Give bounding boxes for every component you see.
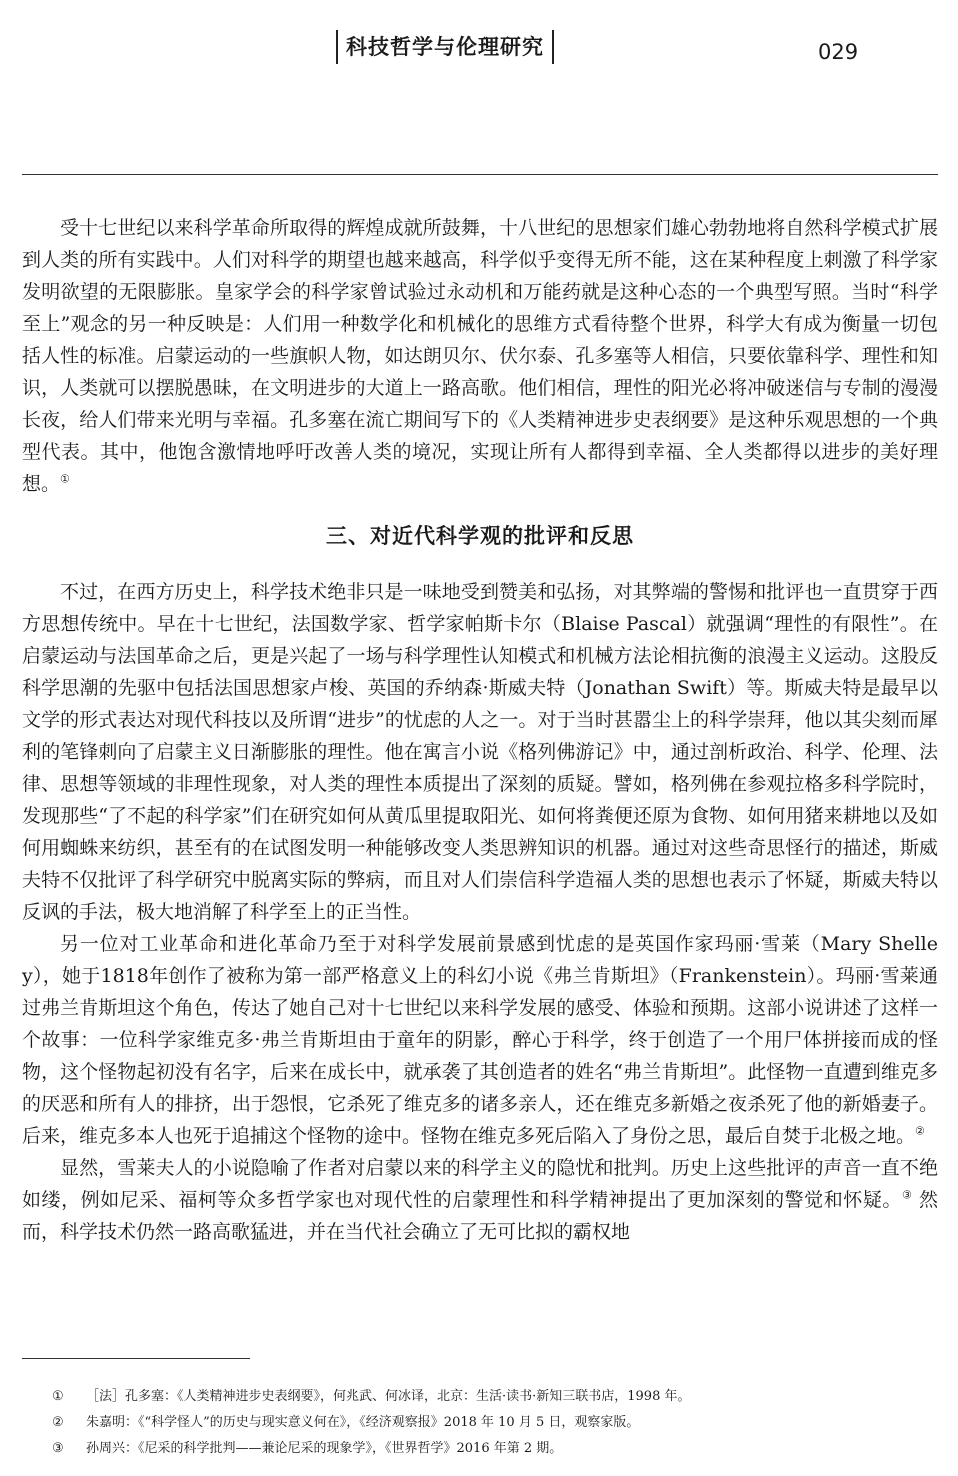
header-divider (22, 174, 938, 175)
footnote-mark: ① (52, 1389, 64, 1404)
paragraph (22, 928, 938, 1152)
page-number: 029 (818, 40, 859, 64)
footnote-text: ［法］孔多塞：《人类精神进步史表纲要》，何兆武、何冰译，北京：生活·读书·新知三联书店，1998 年。 (86, 1389, 691, 1404)
footnotes (52, 1384, 932, 1462)
section-heading: 三、对近代科学观的批评和反思 (326, 524, 634, 548)
footnote-divider (22, 1358, 250, 1359)
body-text (22, 212, 938, 1248)
footnote-mark: ③ (52, 1441, 64, 1456)
running-header-title: 科技哲学与伦理研究 (336, 30, 554, 64)
paragraph-text: 受十七世纪以来科学革命所取得的辉煌成就所鼓舞，十八世纪的思想家们雄心勃勃地将自然科学模式扩展到人类的所有实践中。人们对科学的期望也越来越高，科学似乎变得无所不能，这在某种程度上刺激了科学家发明欲望的无限膨胀。皇家学会的科学家曾试验过永动机和万能药就是这种心态的一个典型写照。当时“科学至上”观念的另一种反映是：人们用一种数学化和机械化的思维方式看待整个世界，科学大有成为衡量一切包括人性的标准。启蒙运动的一些旗帜人物，如达朗贝尔、伏尔泰、孔多塞等人相信，只要依靠科学、理性和知识，人类就可以摆脱愚昧，在文明进步的大道上一路高歌。他们相信，理性的阳光必将冲破迷信与专制的漫漫长夜，给人们带来光明与幸福。孔多塞在流亡期间写下的《人类精神进步史表纲要》是这种乐观思想的一个典型代表。其中，他饱含激情地呼吁改善人类的境况，实现让所有人都得到幸福、全人类都得以进步的美好理想。 (22, 217, 938, 495)
paragraph (22, 212, 938, 500)
footnote-ref[interactable]: ② (915, 1124, 925, 1138)
footnote (52, 1436, 932, 1462)
footnote-text: 朱嘉明：《“科学怪人”的历史与现实意义何在》，《经济观察报》2018 年 10 月 5 日，观察家版。 (86, 1415, 640, 1430)
paragraph-text: 显然，雪莱夫人的小说隐喻了作者对启蒙以来的科学主义的隐忧和批判。历史上这些批评的声音一直不绝如缕，例如尼采、福柯等众多哲学家也对现代性的启蒙理性和科学精神提出了更加深刻的警觉和怀疑。 (22, 1157, 938, 1211)
paragraph (22, 1152, 938, 1248)
footnote-mark: ② (52, 1415, 64, 1430)
footnote-text: 孙周兴：《尼采的科学批判——兼论尼采的现象学》，《世界哲学》2016 年第 2 期。 (86, 1441, 563, 1456)
paragraph-text-continued: 然而，科学技术仍然一路高歌猛进，并在当代社会确立了无可比拟的霸权地 (22, 1189, 938, 1243)
paragraph-text: 不过，在西方历史上，科学技术绝非只是一味地受到赞美和弘扬，对其弊端的警惕和批评也一直贯穿于西方思想传统中。早在十七世纪，法国数学家、哲学家帕斯卡尔（Blaise Pascal）就强调“理性的有限性”。在启蒙运动与法国革命之后，更是兴起了一场与科学理性认知模式和机械方法论相抗衡的浪漫主义运动。这股反科学思潮的先驱中包括法国思想家卢梭、英国的乔纳森·斯威夫特（Jonathan Swift）等。斯威夫特是最早以文学的形式表达对现代科技以及所谓“进步”的忧虑的人之一。对于当时甚嚣尘上的科学崇拜，他以其尖刻而犀利的笔锋刺向了启蒙主义日渐膨胀的理性。他在寓言小说《格列佛游记》中，通过剖析政治、科学、伦理、法律、思想等领域的非理性现象，对人类的理性本质提出了深刻的质疑。譬如，格列佛在参观拉格多科学院时，发现那些“了不起的科学家”们在研究如何从黄瓜里提取阳光、如何将粪便还原为食物、如何用猪来耕地以及如何用蜘蛛来纺织，甚至有的在试图发明一种能够改变人类思辨知识的机器。通过对这些奇思怪行的描述，斯威夫特不仅批评了科学研究中脱离实际的弊病，而且对人们崇信科学造福人类的思想也表示了怀疑，斯威夫特以反讽的手法，极大地消解了科学至上的正当性。 (22, 581, 938, 923)
paragraph (22, 576, 938, 928)
footnote-ref[interactable]: ③ (901, 1188, 913, 1202)
paragraph-text: 另一位对工业革命和进化革命乃至于对科学发展前景感到忧虑的是英国作家玛丽·雪莱（Mary Shelley），她于1818年创作了被称为第一部严格意义上的科幻小说《弗兰肯斯坦》（Frankenstein）。玛丽·雪莱通过弗兰肯斯坦这个角色，传达了她自己对十七世纪以来科学发展的感受、体验和预期。这部小说讲述了这样一个故事：一位科学家维克多·弗兰肯斯坦由于童年的阴影，醉心于科学，终于创造了一个用尸体拼接而成的怪物，这个怪物起初没有名字，后来在成长中，就承袭了其创造者的姓名“弗兰肯斯坦”。此怪物一直遭到维克多的厌恶和所有人的排挤，出于怨恨，它杀死了维克多的诸多亲人，还在维克多新婚之夜杀死了他的新婚妻子。后来，维克多本人也死于追捕这个怪物的途中。怪物在维克多死后陷入了身份之思，最后自焚于北极之地。 (22, 933, 938, 1147)
footnote-ref[interactable]: ① (60, 472, 70, 486)
footnote (52, 1384, 932, 1410)
footnote (52, 1410, 932, 1436)
